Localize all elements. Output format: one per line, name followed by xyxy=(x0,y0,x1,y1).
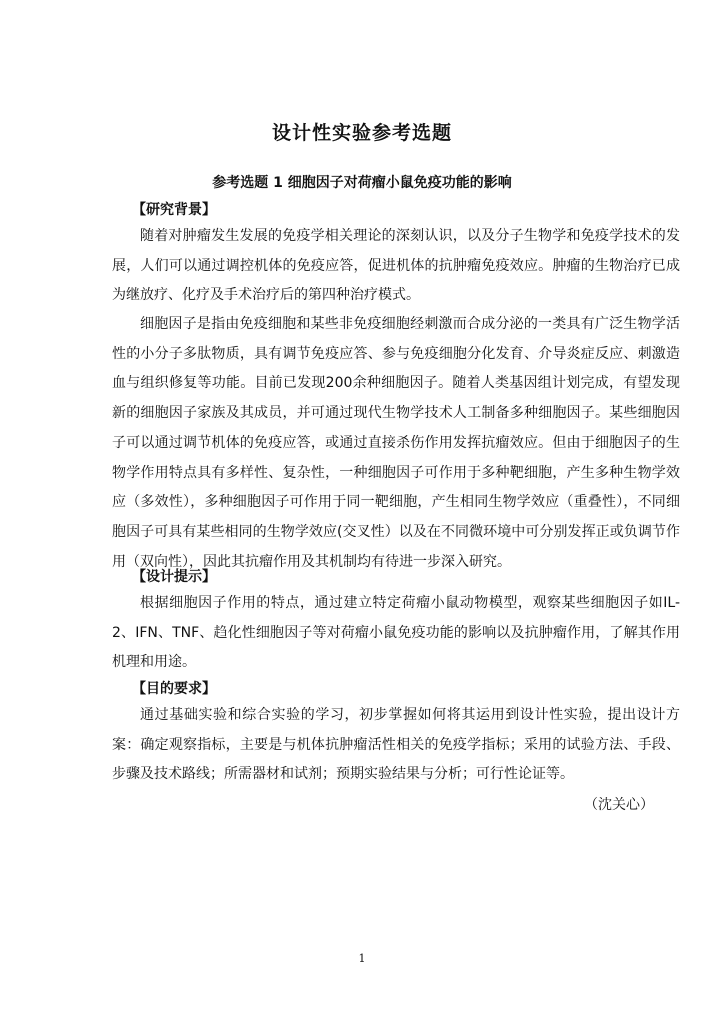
paragraph-objectives: 通过基础实验和综合实验的学习，初步掌握如何将其运用到设计性实验，提出设计方案：确定观察指标，主要是与机体抗肿瘤活性相关的免疫学指标；采用的试验方法、手段、步骤及技术路线；所需器材和试剂；预期实验结果与分析；可行性论证等。 xyxy=(112,707,680,783)
paragraph-background-1: 随着对肿瘤发生发展的免疫学相关理论的深刻认识，以及分子生物学和免疫学技术的发展，人们可以通过调控机体的免疫应答，促进机体的抗肿瘤免疫效应。肿瘤的生物治疗已成为继放疗、化疗及手术治疗后的第四种治疗模式。 xyxy=(112,228,680,304)
section-heading-objectives: 【目的要求】 xyxy=(132,681,216,697)
author-name: （沈关心） xyxy=(584,797,654,813)
section-heading-design-tips: 【设计提示】 xyxy=(132,569,216,585)
page-title: 设计性实验参考选题 xyxy=(271,122,452,144)
paragraph-design-tips: 根据细胞因子作用的特点，通过建立特定荷瘤小鼠动物模型，观察某些细胞因子如IL-2、IFN、TNF、趋化性细胞因子等对荷瘤小鼠免疫功能的影响以及抗肿瘤作用，了解其作用机理和用途。 xyxy=(112,595,680,671)
page-number: 1 xyxy=(358,952,366,965)
section-heading-background: 【研究背景】 xyxy=(132,202,216,218)
topic-subtitle: 参考选题 1 细胞因子对荷瘤小鼠免疫功能的影响 xyxy=(212,175,512,191)
paragraph-background-2: 细胞因子是指由免疫细胞和某些非免疫细胞经刺激而合成分泌的一类具有广泛生物学活性的小分子多肽物质，具有调节免疫应答、参与免疫细胞分化发育、介导炎症反应、刺激造血与组织修复等功能。目前已发现200余种细胞因子。随着人类基因组计划完成，有望发现新的细胞因子家族及其成员，并可通过现代生物学技术人工制备多种细胞因子。某些细胞因子可以通过调节机体的免疫应答，或通过直接杀伤作用发挥抗瘤效应。但由于细胞因子的生物学作用特点具有多样性、复杂性，一种细胞因子可作用于多种靶细胞，产生多种生物学效应（多效性），多种细胞因子可作用于同一靶细胞，产生相同生物学效应（重叠性），不同细胞因子可具有某些相同的生物学效应(交叉性）以及在不同微环境中可分别发挥正或负调节作用（双向性），因此其抗瘤作用及其机制均有待进一步深入研究。 xyxy=(112,316,680,570)
